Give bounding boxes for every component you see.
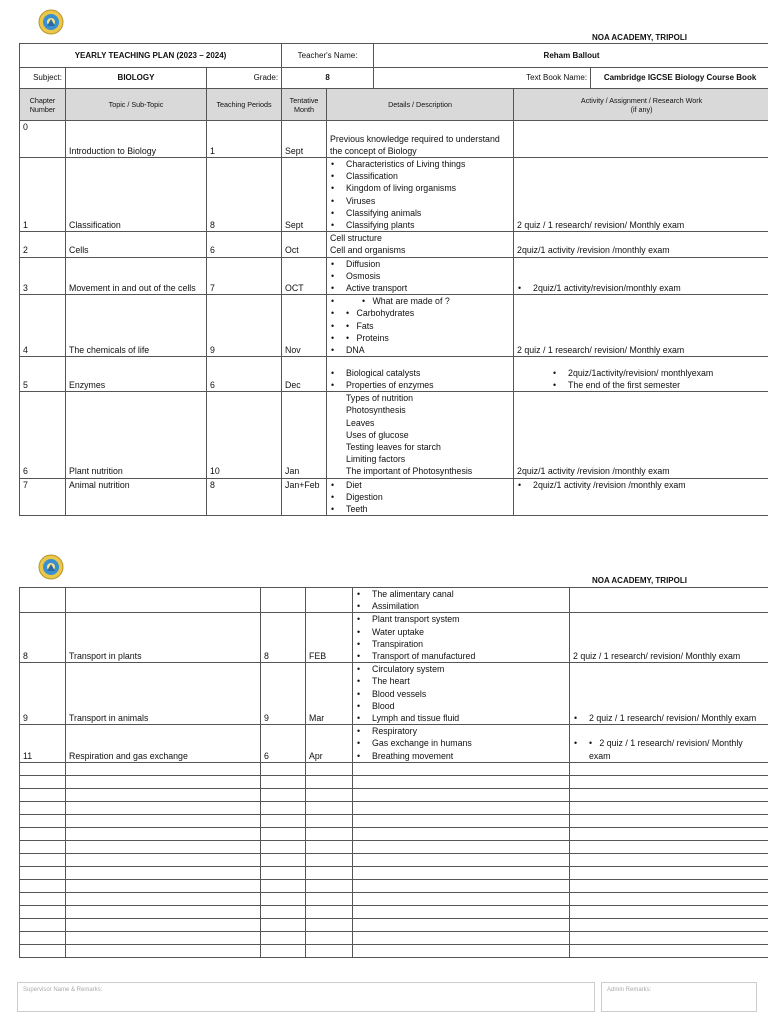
list-item: • The heart [356,675,566,687]
table-row [20,158,768,232]
supervisor-remarks-box[interactable] [17,982,595,1012]
list-item-text: Fats [356,320,374,331]
list-item: • Diffusion [330,258,510,270]
list-item: • Classification [330,170,510,182]
activity: 2quiz/1 activity /revision /monthly exam [514,232,768,257]
table-row [20,588,768,613]
tentative-month: OCT [282,257,327,295]
list-item: • Properties of enzymes [330,379,510,391]
empty-row [20,801,768,814]
topic: Transport in animals [66,663,261,725]
table-row [20,392,768,478]
list-item-text: What are made of ? [372,296,450,307]
list-item: • Digestion [330,491,510,503]
list-item: • Lymph and tissue fluid [356,712,566,724]
teaching-plan-table [19,43,768,516]
activity [514,357,768,392]
list-item: • Blood vessels [356,688,566,700]
chapter-number: 7 [20,478,66,516]
subject-value: BIOLOGY [66,68,207,89]
tentative-month: Oct [282,232,327,257]
textbook-label: Text Book Name: [374,68,591,89]
topic: Plant nutrition [66,392,207,478]
list-item: • Transpiration [356,638,566,650]
topic: Respiration and gas exchange [66,725,261,763]
teaching-periods: 8 [261,613,306,663]
list-item: • Blood [356,700,566,712]
teaching-periods: 6 [207,357,282,392]
details [327,295,514,357]
admin-remarks-label: Admin Remarks: [607,987,652,993]
list-item: • Active transport [330,282,510,294]
supervisor-remarks-label: Supervisor Name & Remarks: [23,987,103,993]
chapter-number: 11 [20,725,66,763]
details-line: Testing leaves for starch [346,442,441,453]
chapter-number: 9 [20,663,66,725]
list-item: • Osmosis [330,270,510,282]
teaching-periods: 1 [207,121,282,158]
col-month: Tentative Month [282,89,327,121]
col-details: Details / Description [327,89,514,121]
activity [570,588,768,613]
tentative-month: Sept [282,121,327,158]
teaching-periods: 7 [207,257,282,295]
admin-remarks-box[interactable] [601,982,757,1012]
col-activity [514,89,768,121]
textbook-name: Cambridge IGCSE Biology Course Book [591,68,768,89]
teaching-plan-table-continued [19,587,768,958]
list-item: • • Carbohydrates [330,307,510,319]
grade-value: 8 [282,68,374,89]
school-logo-icon [38,554,64,580]
col-activity-title: Activity / Assignment / Research Work [580,95,703,105]
table-row [20,257,768,295]
empty-row [20,879,768,892]
topic: Movement in and out of the cells [66,257,207,295]
list-item: • Kingdom of living organisms [330,182,510,194]
details [327,478,514,516]
empty-row [20,788,768,801]
table-row [20,295,768,357]
topic: Introduction to Biology [66,121,207,158]
teaching-periods: 8 [207,158,282,232]
details [327,357,514,392]
list-item: • Gas exchange in humans [356,737,566,749]
list-item: • Biological catalysts [330,367,510,379]
list-item: • Characteristics of Living things [330,158,510,170]
details [353,613,570,663]
details [353,663,570,725]
tentative-month: FEB [306,613,353,663]
list-item: • The alimentary canal [356,588,566,600]
details-line: Uses of glucose [346,429,409,440]
org-name: NOA ACADEMY, TRIPOLI [592,576,687,585]
empty-row [20,775,768,788]
tentative-month: Jan [282,392,327,478]
chapter-number [20,588,66,613]
activity: 2 quiz / 1 research/ revision/ Monthly exam [570,613,768,663]
empty-row [20,905,768,918]
table-row [20,232,768,257]
topic: Classification [66,158,207,232]
chapter-number: 6 [20,392,66,478]
grade-label: Grade: [207,68,282,89]
details [353,725,570,763]
chapter-number: 2 [20,232,66,257]
details [327,392,514,478]
list-item: • Plant transport system [356,613,566,625]
details-line: Cell and organisms [330,245,406,256]
teaching-periods: 6 [207,232,282,257]
list-item: • 2quiz/1 activity /revision /monthly exam [517,479,766,491]
col-activity-sub: (if any) [630,104,653,114]
list-item: • Diet [330,479,510,491]
table-row [20,478,768,516]
table-row [20,613,768,663]
tentative-month: Sept [282,158,327,232]
list-item-text: 2 quiz / 1 research/ revision/ Monthly exam [589,738,743,761]
empty-row [20,814,768,827]
list-item: • • Fats [330,320,510,332]
list-item: • Classifying animals [330,207,510,219]
list-item: • Water uptake [356,626,566,638]
details [327,232,514,257]
teacher-name: Reham Ballout [374,44,768,68]
list-item: • The end of the first semester [552,379,766,391]
topic [66,588,261,613]
table-row [20,121,768,158]
teaching-periods: 6 [261,725,306,763]
tentative-month: Dec [282,357,327,392]
teaching-periods: 9 [261,663,306,725]
teaching-periods: 10 [207,392,282,478]
list-item: • Viruses [330,195,510,207]
details-line: Leaves [346,417,375,428]
topic: Animal nutrition [66,478,207,516]
empty-row [20,931,768,944]
list-item: • 2quiz/1 activity/revision/monthly exam [517,282,766,294]
details-line: Limiting factors [346,454,406,465]
teaching-periods [261,588,306,613]
activity [514,257,768,295]
details [327,257,514,295]
list-item: • 2quiz/1activity/revision/ monthlyexam [552,367,766,379]
tentative-month [306,588,353,613]
list-item: • • What are made of ? [330,295,510,307]
details-line: Cell structure [330,233,382,244]
chapter-number: 1 [20,158,66,232]
col-topic: Topic / Sub-Topic [66,89,207,121]
plan-title: YEARLY TEACHING PLAN (2023 – 2024) [20,44,282,68]
list-item: • Teeth [330,503,510,515]
empty-row [20,827,768,840]
details-line: The important of Photosynthesis [346,466,473,477]
activity: 2 quiz / 1 research/ revision/ Monthly exam [514,158,768,232]
table-row [20,357,768,392]
details [353,588,570,613]
tentative-month: Mar [306,663,353,725]
activity [570,663,768,725]
list-item: • Assimilation [356,600,566,612]
list-item-text: Carbohydrates [356,308,415,319]
empty-row [20,892,768,905]
list-item-text: Proteins [356,332,389,343]
list-item: • • Proteins [330,332,510,344]
col-periods: Teaching Periods [207,89,282,121]
table-row [20,663,768,725]
topic: The chemicals of life [66,295,207,357]
chapter-number: 8 [20,613,66,663]
activity: 2 quiz / 1 research/ revision/ Monthly exam [514,295,768,357]
topic: Cells [66,232,207,257]
subject-label: Subject: [20,68,66,89]
empty-row [20,762,768,775]
org-name: NOA ACADEMY, TRIPOLI [592,33,687,42]
tentative-month: Nov [282,295,327,357]
school-logo-icon [38,9,64,35]
details [327,158,514,232]
teacher-label: Teacher's Name: [282,44,374,68]
empty-row [20,840,768,853]
teaching-periods: 8 [207,478,282,516]
tentative-month: Apr [306,725,353,763]
details-line: Photosynthesis [346,405,406,416]
list-item: • Respiratory [356,725,566,737]
col-chapter: Chapter Number [20,89,66,121]
chapter-number: 5 [20,357,66,392]
topic: Enzymes [66,357,207,392]
activity [514,478,768,516]
list-item: • Breathing movement [356,750,566,762]
list-item: • • 2 quiz / 1 research/ revision/ Monthly exam [573,737,766,761]
list-item: • 2 quiz / 1 research/ revision/ Monthly exam [573,712,766,724]
chapter-number: 0 [20,121,66,158]
list-item: • Classifying plants [330,219,510,231]
activity [514,121,768,158]
tentative-month: Jan+Feb [282,478,327,516]
empty-row [20,944,768,957]
teaching-periods: 9 [207,295,282,357]
list-item: • DNA [330,344,510,356]
empty-row [20,918,768,931]
list-item: • Transport of manufactured [356,650,566,662]
activity: 2quiz/1 activity /revision /monthly exam [514,392,768,478]
chapter-number: 4 [20,295,66,357]
chapter-number: 3 [20,257,66,295]
empty-row [20,853,768,866]
table-row [20,725,768,763]
details: Previous knowledge required to understand the concept of Biology [327,121,514,158]
list-item: • Circulatory system [356,663,566,675]
activity [570,725,768,763]
details-line: Types of nutrition [346,393,414,404]
empty-row [20,866,768,879]
topic: Transport in plants [66,613,261,663]
